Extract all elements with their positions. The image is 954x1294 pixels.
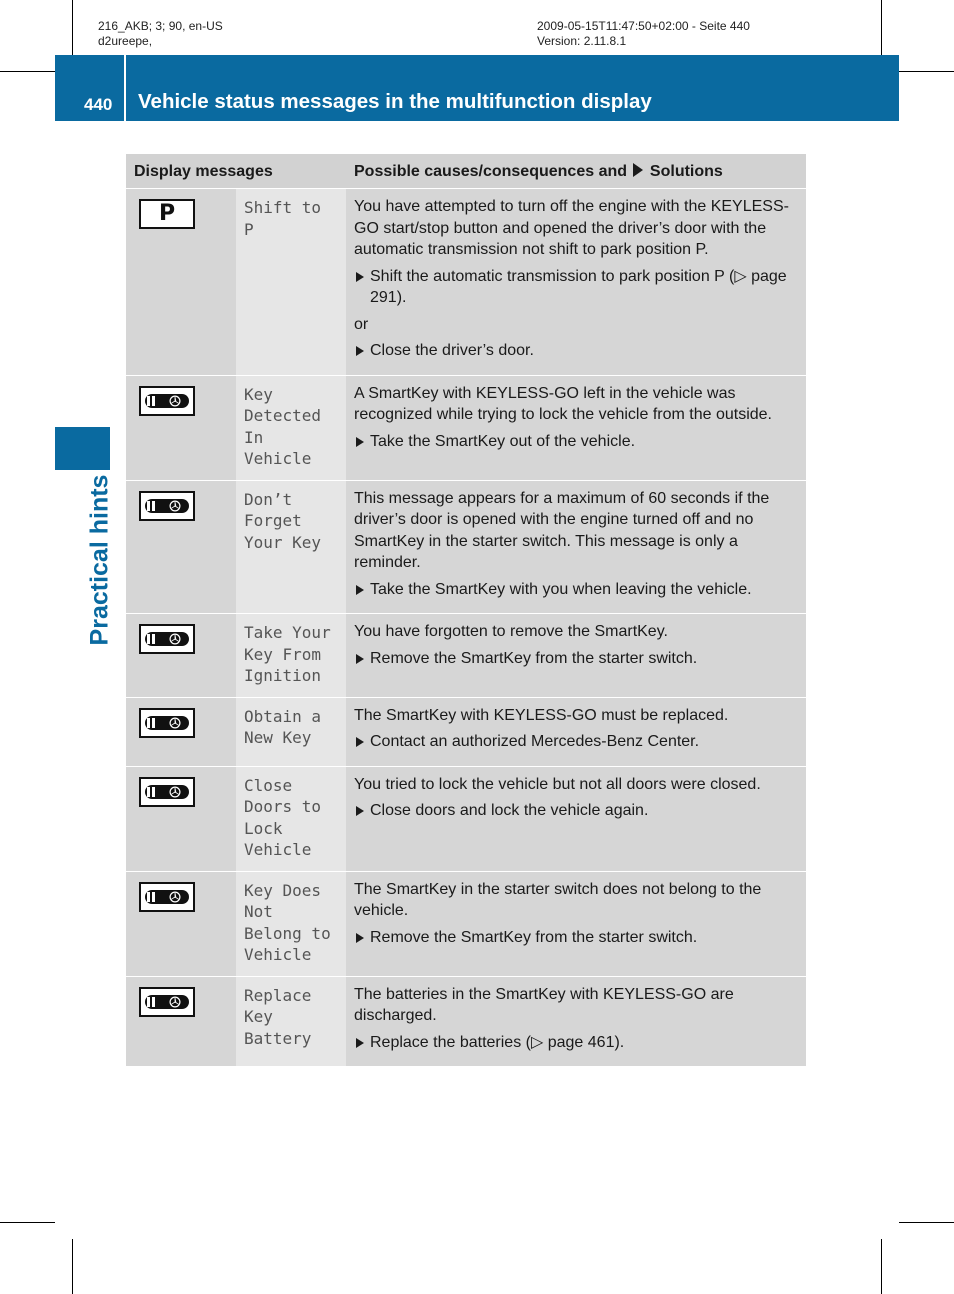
status-messages-table [126, 154, 806, 1067]
table-row [126, 976, 806, 1067]
display-icon-cell [126, 480, 236, 614]
step-arrow-icon [356, 737, 364, 747]
print-meta-left [98, 19, 223, 49]
print-meta-left-line1: 216_AKB; 3; 90, en-US [98, 19, 223, 33]
solution-step-text: Close doors and lock the vehicle again. [370, 802, 649, 819]
solution-step [354, 579, 800, 601]
alternative-or-text: or [354, 315, 369, 333]
smartkey-icon [139, 882, 236, 919]
park-p-letter: P [158, 201, 176, 227]
table-row [126, 766, 806, 871]
display-message-text: Key Detected In Vehicle [236, 375, 346, 480]
crop-mark [0, 1222, 55, 1223]
solution-step-text: Take the SmartKey with you when leaving the vehicle. [370, 580, 752, 598]
solution-step [354, 266, 800, 309]
section-title: Vehicle status messages in the multifunction display [138, 90, 652, 113]
cause-solution-cell [346, 976, 806, 1067]
smartkey-icon [139, 491, 236, 528]
table-row [126, 480, 806, 614]
display-message-text: Replace Key Battery [236, 976, 346, 1067]
park-p-icon [139, 199, 195, 229]
smartkey-icon [139, 386, 236, 423]
display-icon-cell [126, 614, 236, 698]
step-arrow-icon [356, 585, 364, 595]
cause-solution-cell [346, 766, 806, 871]
display-message-text: Close Doors to Lock Vehicle [236, 766, 346, 871]
col-header-causes-label: Possible causes/consequences and [354, 163, 628, 180]
cause-solution-cell [346, 697, 806, 766]
cause-text: A SmartKey with KEYLESS-GO left in the vehicle was recognized while trying to lock the vehicle from the outside. [354, 384, 772, 423]
step-arrow-icon [356, 272, 364, 282]
cause-text: This message appears for a maximum of 60 seconds if the driver’s door is opened with the engine turned off and no SmartKey in the starter switch. This message is only a reminder. [354, 489, 770, 571]
table-body [126, 189, 806, 1067]
display-icon-cell [126, 766, 236, 871]
cause-solution-cell [346, 871, 806, 976]
print-meta-left-line2: d2ureepe, [98, 34, 153, 48]
smartkey-icon [139, 708, 236, 745]
solution-step-text: Take the SmartKey out of the vehicle. [370, 432, 636, 450]
crop-mark [72, 1239, 73, 1294]
crop-mark [0, 71, 55, 72]
solution-arrow-icon [633, 163, 643, 177]
solution-step [354, 648, 800, 670]
print-meta-right-line2: Version: 2.11.8.1 [537, 34, 627, 48]
display-message-text: Take Your Key From Ignition [236, 614, 346, 698]
step-arrow-icon [356, 933, 364, 943]
solution-step [354, 731, 800, 753]
cause-text: You have forgotten to remove the SmartKey. [354, 623, 668, 640]
cause-text: You have attempted to turn off the engine with the KEYLESS-GO start/stop button and opened the driver’s door with the automatic transmission not shift to park position P. [354, 198, 789, 258]
display-message-text: Key Does Not Belong to Vehicle [236, 871, 346, 976]
table-header-row [126, 154, 806, 189]
header-divider [124, 55, 126, 121]
cause-text: The batteries in the SmartKey with KEYLESS-GO are discharged. [354, 985, 734, 1024]
solution-step [354, 927, 800, 949]
solution-step [354, 800, 800, 822]
col-header-display-label: Display messages [134, 163, 273, 180]
display-icon-cell [126, 697, 236, 766]
chapter-tab-label: Practical hints [85, 474, 114, 646]
smartkey-icon [139, 987, 236, 1024]
crop-mark [881, 1239, 882, 1294]
cause-solution-cell [346, 480, 806, 614]
cause-text: You tried to lock the vehicle but not all doors were closed. [354, 775, 761, 793]
crop-mark [881, 0, 882, 55]
col-header-solutions-label: Solutions [649, 163, 723, 180]
smartkey-icon [139, 624, 236, 661]
solution-step [354, 431, 800, 453]
solution-step-text: Contact an authorized Mercedes-Benz Center. [370, 733, 700, 750]
display-message-text: Don’t Forget Your Key [236, 480, 346, 614]
chapter-tab-marker [55, 427, 110, 470]
table-row [126, 614, 806, 698]
col-header-causes-solutions [346, 154, 806, 189]
solution-step-text: Close the driver’s door. [370, 342, 534, 359]
step-arrow-icon [356, 437, 364, 447]
table-row [126, 697, 806, 766]
solution-step-text: Replace the batteries (▷ page 461). [370, 1033, 625, 1051]
solution-step-text: Shift the automatic transmission to park position P (▷ page 291). [370, 267, 787, 306]
table-row [126, 871, 806, 976]
solution-step [354, 1032, 800, 1054]
cause-solution-cell [346, 189, 806, 376]
table-row [126, 375, 806, 480]
cause-solution-cell [346, 375, 806, 480]
page-number: 440 [84, 95, 113, 114]
crop-mark [899, 1222, 954, 1223]
print-meta-right-line1: 2009-05-15T11:47:50+02:00 - Seite 440 [537, 19, 750, 33]
cause-text: The SmartKey in the starter switch does not belong to the vehicle. [354, 880, 762, 919]
cause-text: The SmartKey with KEYLESS-GO must be replaced. [354, 706, 729, 724]
table-row [126, 189, 806, 376]
step-arrow-icon [356, 806, 364, 816]
solution-step [354, 340, 800, 362]
print-meta-right [537, 19, 750, 49]
solution-step-text: Remove the SmartKey from the starter switch. [370, 649, 698, 667]
solution-step-text: Remove the SmartKey from the starter switch. [370, 928, 698, 946]
crop-mark [72, 0, 73, 55]
step-arrow-icon [356, 346, 364, 356]
display-icon-cell [126, 976, 236, 1067]
display-icon-cell [126, 189, 236, 376]
step-arrow-icon [356, 1038, 364, 1048]
step-arrow-icon [356, 654, 364, 664]
smartkey-icon [139, 777, 236, 814]
crop-mark [899, 71, 954, 72]
display-icon-cell [126, 375, 236, 480]
display-message-text: Shift to P [236, 189, 346, 376]
display-message-text: Obtain a New Key [236, 697, 346, 766]
col-header-display-messages [126, 154, 346, 189]
display-icon-cell [126, 871, 236, 976]
cause-solution-cell [346, 614, 806, 698]
